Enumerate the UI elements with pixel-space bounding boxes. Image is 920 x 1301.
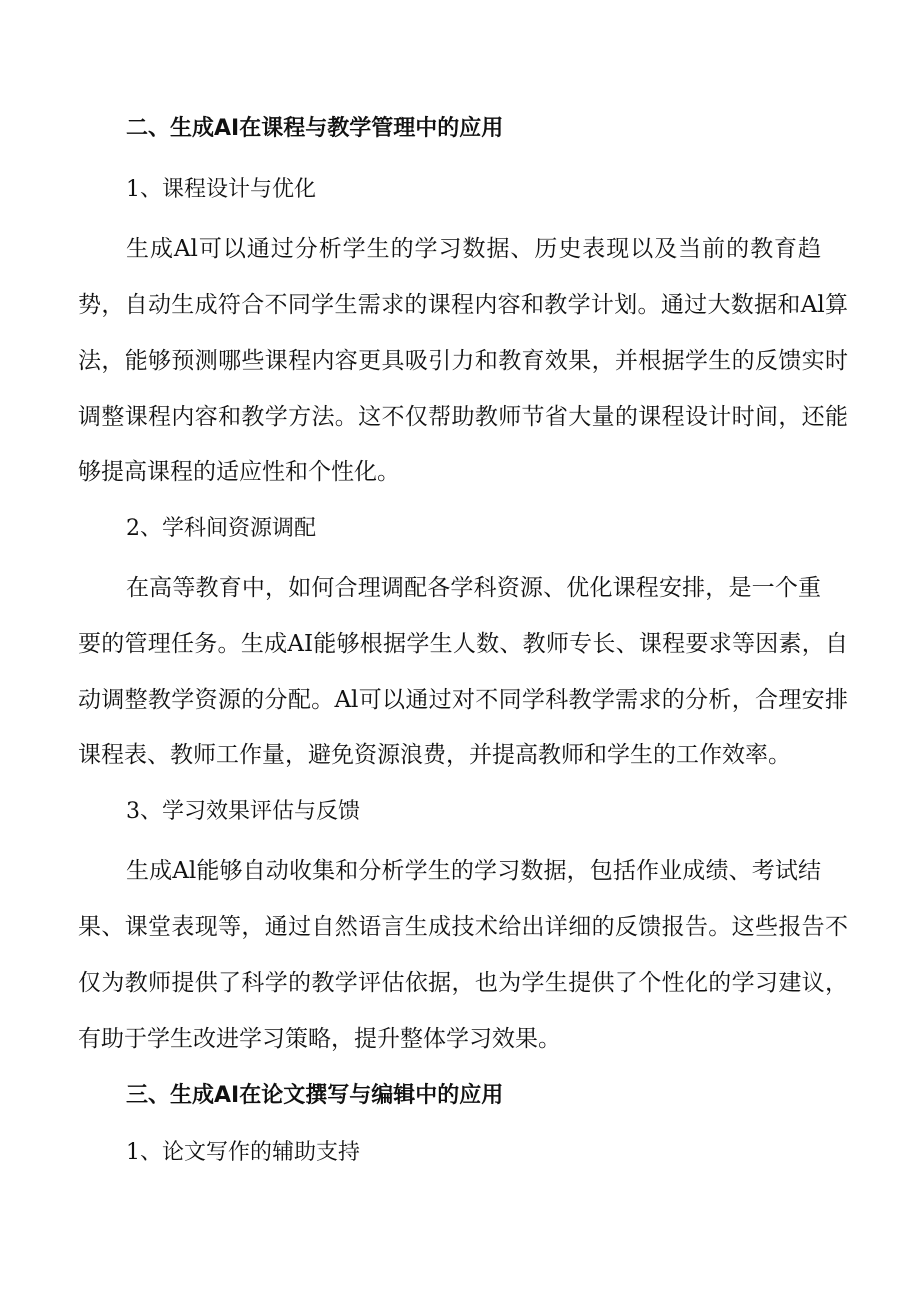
paragraph-line: 势，自动生成符合不同学生需求的课程内容和教学计划。通过大数据和Al算 bbox=[78, 292, 848, 318]
subsection-heading: 3、学习效果评估与反馈 bbox=[126, 799, 360, 824]
paragraph-line: 课程表、教师工作量，避免资源浪费，并提高教师和学生的工作效率。 bbox=[78, 742, 791, 768]
paragraph-line: 要的管理任务。生成AI能够根据学生人数、教师专长、课程要求等因素，自 bbox=[78, 631, 848, 657]
section-title: 三、生成AI在论文撰写与编辑中的应用 bbox=[126, 1083, 504, 1108]
paragraph-line: 在高等教育中，如何合理调配各学科资源、优化课程安排，是一个重 bbox=[126, 575, 821, 601]
section-title: 二、生成AI在课程与教学管理中的应用 bbox=[126, 116, 504, 141]
paragraph-line: 生成Al可以通过分析学生的学习数据、历史表现以及当前的教育趋 bbox=[126, 236, 821, 262]
paragraph-line: 法，能够预测哪些课程内容更具吸引力和教育效果，并根据学生的反馈实时 bbox=[78, 348, 848, 374]
paragraph-line: 够提高课程的适应性和个性化。 bbox=[78, 459, 400, 485]
paragraph-line: 生成Al能够自动收集和分析学生的学习数据，包括作业成绩、考试结 bbox=[126, 858, 821, 884]
subsection-heading: 2、学科间资源调配 bbox=[126, 516, 316, 541]
subsection-heading: 1、课程设计与优化 bbox=[126, 177, 316, 202]
paragraph-line: 果、课堂表现等，通过自然语言生成技术给出详细的反馈报告。这些报告不 bbox=[78, 914, 848, 940]
subsection-heading: 1、论文写作的辅助支持 bbox=[126, 1140, 360, 1165]
paragraph-line: 动调整教学资源的分配。Al可以通过对不同学科教学需求的分析，合理安排 bbox=[78, 687, 848, 713]
paragraph-line: 仅为教师提供了科学的教学评估依据，也为学生提供了个性化的学习建议， bbox=[78, 970, 848, 996]
paragraph-line: 调整课程内容和教学方法。这不仅帮助教师节省大量的课程设计时间，还能 bbox=[78, 404, 848, 430]
paragraph-line: 有助于学生改进学习策略，提升整体学习效果。 bbox=[78, 1026, 561, 1052]
